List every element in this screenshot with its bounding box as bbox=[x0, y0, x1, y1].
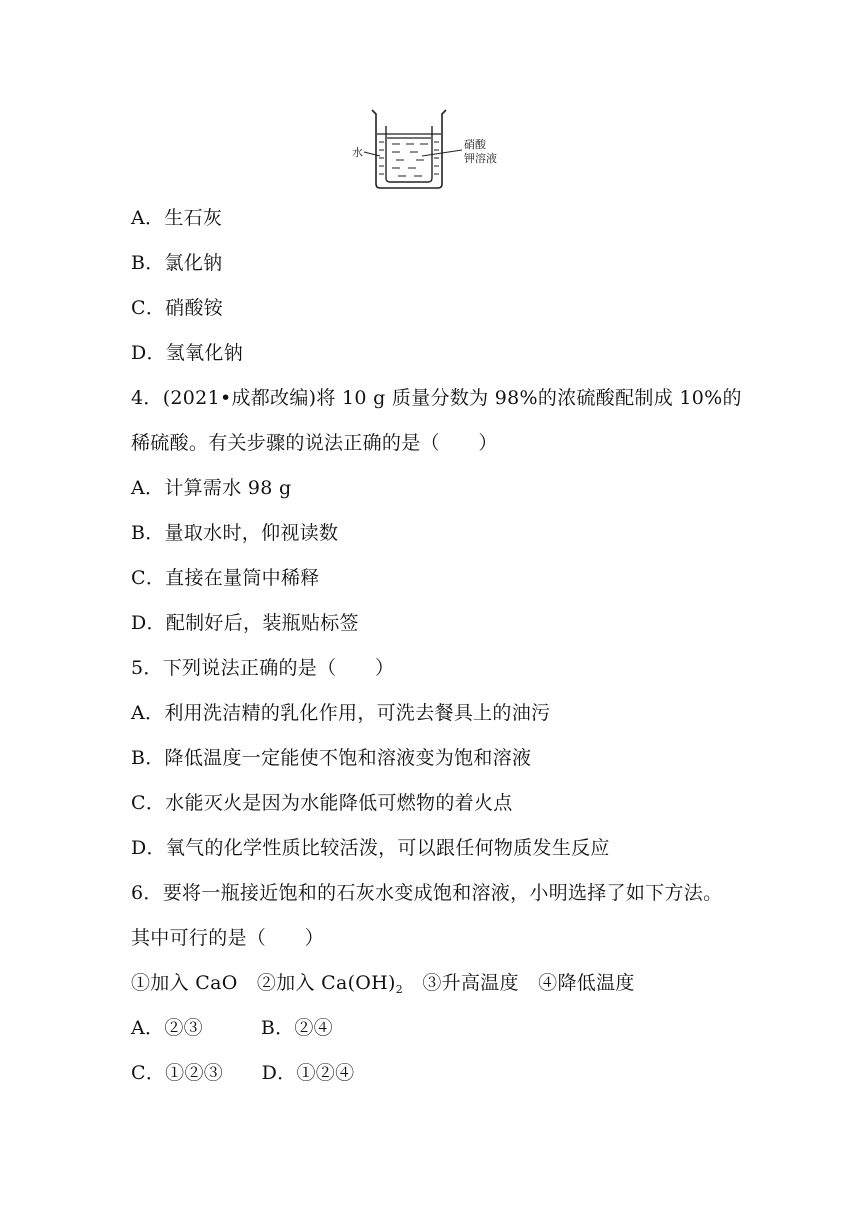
q6-methods-part1: ①加入 CaO ②加入 Ca(OH) bbox=[131, 972, 396, 994]
q6-methods bbox=[131, 971, 635, 1002]
water-dashes bbox=[379, 142, 439, 174]
q4-option-b: B．量取水时，仰视读数 bbox=[131, 522, 339, 544]
q5-option-d: D．氧气的化学性质比较活泼，可以跟任何物质发生反应 bbox=[131, 837, 610, 859]
water-label: 水 bbox=[352, 146, 363, 159]
q3-option-b: B．氯化钠 bbox=[131, 252, 223, 274]
q6-options-cd: C．①②③ D．①②④ bbox=[131, 1062, 355, 1084]
q6-methods-subscript: 2 bbox=[395, 983, 404, 996]
q6-options-ab: A．②③ B．②④ bbox=[131, 1017, 333, 1039]
water-leader-line bbox=[364, 152, 380, 156]
q5-option-a: A．利用洗洁精的乳化作用，可洗去餐具上的油污 bbox=[131, 702, 551, 724]
q5-option-c: C．水能灭火是因为水能降低可燃物的着火点 bbox=[131, 792, 513, 814]
q6-methods-part2: ③升高温度 ④降低温度 bbox=[403, 972, 635, 994]
q4-option-c: C．直接在量筒中稀释 bbox=[131, 567, 320, 589]
q3-option-d: D．氢氧化钠 bbox=[131, 342, 244, 364]
beaker-figure bbox=[350, 104, 520, 192]
solution-dashes bbox=[392, 144, 428, 176]
q6-stem-line2: 其中可行的是（ ） bbox=[131, 927, 325, 949]
q4-stem-line1: 4．(2021•成都改编)将 10 g 质量分数为 98%的浓硫酸配制成 10%的 bbox=[131, 387, 742, 409]
q5-option-b: B．降低温度一定能使不饱和溶液变为饱和溶液 bbox=[131, 747, 532, 769]
beaker-diagram bbox=[350, 104, 520, 192]
q3-option-c: C．硝酸铵 bbox=[131, 297, 224, 319]
solution-label-line1: 硝酸 bbox=[464, 138, 486, 151]
q4-option-a: A．计算需水 98 g bbox=[131, 477, 292, 499]
q4-stem-line2: 稀硫酸。有关步骤的说法正确的是（ ） bbox=[131, 432, 498, 454]
q3-option-a: A．生石灰 bbox=[131, 207, 223, 229]
solution-label-line2: 钾溶液 bbox=[464, 152, 497, 165]
beaker-outline bbox=[372, 110, 446, 188]
q5-stem: 5．下列说法正确的是（ ） bbox=[131, 657, 395, 679]
q4-option-d: D．配制好后，装瓶贴标签 bbox=[131, 612, 359, 634]
q6-stem-line1: 6．要将一瓶接近饱和的石灰水变成饱和溶液，小明选择了如下方法。 bbox=[131, 882, 723, 904]
